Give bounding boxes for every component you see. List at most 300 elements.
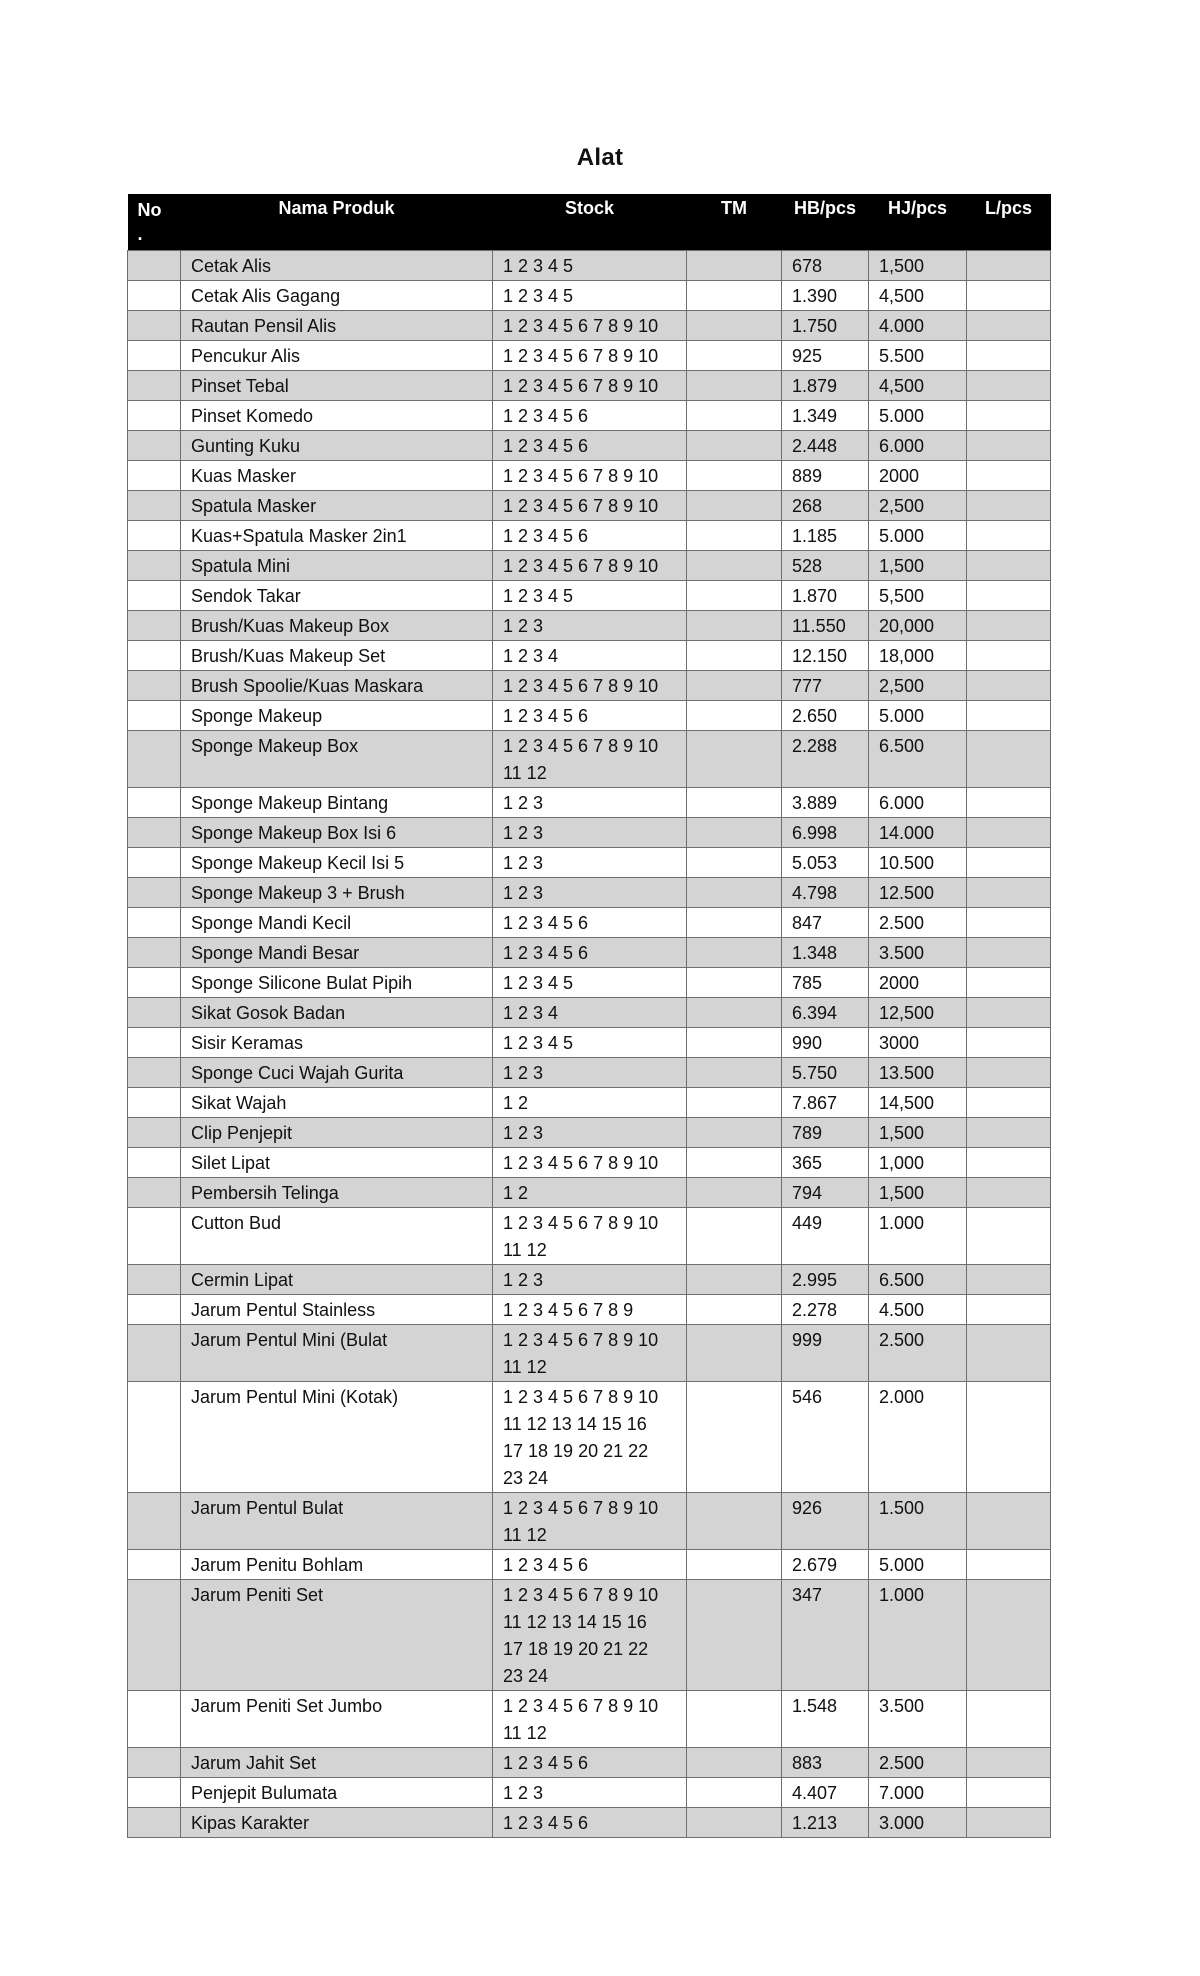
cell-stock xyxy=(493,581,687,611)
cell-l-pcs xyxy=(967,1028,1051,1058)
cell-l-pcs xyxy=(967,311,1051,341)
cell-stock xyxy=(493,401,687,431)
stock-line: 1 2 3 4 5 6 7 8 9 10 xyxy=(503,1213,659,1233)
cell-hb-pcs: 12.150 xyxy=(782,641,869,671)
cell-l-pcs xyxy=(967,1691,1051,1748)
stock-line: 11 12 13 14 15 16 xyxy=(503,1612,647,1632)
cell-hj-pcs: 3.500 xyxy=(869,938,967,968)
cell-l-pcs xyxy=(967,908,1051,938)
cell-no xyxy=(128,908,181,938)
stock-line: 1 2 3 xyxy=(503,616,544,636)
cell-stock xyxy=(493,1691,687,1748)
cell-no xyxy=(128,1382,181,1493)
stock-line: 1 2 3 4 5 xyxy=(503,286,574,306)
table-row xyxy=(128,1382,1051,1493)
table-row xyxy=(128,878,1051,908)
cell-nama-produk: Pencukur Alis xyxy=(181,341,493,371)
cell-no xyxy=(128,1691,181,1748)
table-row xyxy=(128,848,1051,878)
cell-hj-pcs: 5.000 xyxy=(869,401,967,431)
cell-tm xyxy=(687,701,782,731)
cell-tm xyxy=(687,731,782,788)
cell-no xyxy=(128,788,181,818)
cell-hb-pcs: 11.550 xyxy=(782,611,869,641)
cell-l-pcs xyxy=(967,251,1051,281)
stock-line: 1 2 3 4 5 6 7 8 9 10 xyxy=(503,316,659,336)
stock-line: 11 12 xyxy=(503,763,547,783)
cell-hb-pcs: 6.394 xyxy=(782,998,869,1028)
header-nama-produk: Nama Produk xyxy=(181,194,493,251)
stock-line: 1 2 3 4 5 6 7 8 9 10 xyxy=(503,676,659,696)
stock-line: 1 2 3 4 5 6 xyxy=(503,1813,589,1833)
stock-line: 1 2 3 4 5 6 7 8 9 10 xyxy=(503,346,659,366)
cell-tm xyxy=(687,581,782,611)
cell-tm xyxy=(687,671,782,701)
stock-line: 1 2 3 4 5 6 7 8 9 10 xyxy=(503,1153,659,1173)
cell-nama-produk: Sikat Wajah xyxy=(181,1088,493,1118)
stock-line: 1 2 3 4 5 6 xyxy=(503,943,589,963)
table-row xyxy=(128,581,1051,611)
table-row xyxy=(128,731,1051,788)
cell-stock xyxy=(493,311,687,341)
cell-tm xyxy=(687,611,782,641)
stock-line: 1 2 3 4 5 6 xyxy=(503,1753,589,1773)
cell-l-pcs xyxy=(967,818,1051,848)
cell-no xyxy=(128,818,181,848)
stock-line: 1 2 3 xyxy=(503,1063,544,1083)
cell-l-pcs xyxy=(967,1748,1051,1778)
cell-nama-produk: Brush/Kuas Makeup Set xyxy=(181,641,493,671)
cell-hb-pcs: 347 xyxy=(782,1580,869,1691)
cell-l-pcs xyxy=(967,1148,1051,1178)
cell-l-pcs xyxy=(967,1208,1051,1265)
stock-line: 23 24 xyxy=(503,1468,549,1488)
cell-no xyxy=(128,311,181,341)
cell-hb-pcs: 4.798 xyxy=(782,878,869,908)
cell-no xyxy=(128,341,181,371)
cell-hb-pcs: 785 xyxy=(782,968,869,998)
stock-line: 1 2 3 xyxy=(503,1123,544,1143)
cell-hj-pcs: 2000 xyxy=(869,461,967,491)
cell-hj-pcs: 4,500 xyxy=(869,371,967,401)
table-row xyxy=(128,1088,1051,1118)
cell-no xyxy=(128,1808,181,1838)
stock-line: 1 2 3 4 5 xyxy=(503,256,574,276)
cell-hb-pcs: 528 xyxy=(782,551,869,581)
cell-no xyxy=(128,1088,181,1118)
cell-no xyxy=(128,848,181,878)
cell-hj-pcs: 6.000 xyxy=(869,788,967,818)
cell-stock xyxy=(493,1088,687,1118)
cell-stock xyxy=(493,1148,687,1178)
cell-nama-produk: Pinset Tebal xyxy=(181,371,493,401)
cell-nama-produk: Sponge Cuci Wajah Gurita xyxy=(181,1058,493,1088)
cell-no xyxy=(128,731,181,788)
stock-line: 1 2 3 4 5 6 7 8 9 10 xyxy=(503,376,659,396)
cell-no xyxy=(128,701,181,731)
cell-stock xyxy=(493,701,687,731)
cell-nama-produk: Kuas Masker xyxy=(181,461,493,491)
cell-hb-pcs: 449 xyxy=(782,1208,869,1265)
cell-nama-produk: Cermin Lipat xyxy=(181,1265,493,1295)
stock-line: 1 2 3 4 5 6 xyxy=(503,526,589,546)
cell-hj-pcs: 2000 xyxy=(869,968,967,998)
table-row xyxy=(128,1493,1051,1550)
stock-line: 17 18 19 20 21 22 xyxy=(503,1639,649,1659)
cell-l-pcs xyxy=(967,1058,1051,1088)
cell-l-pcs xyxy=(967,1382,1051,1493)
cell-l-pcs xyxy=(967,281,1051,311)
cell-l-pcs xyxy=(967,938,1051,968)
cell-nama-produk: Sponge Makeup 3 + Brush xyxy=(181,878,493,908)
cell-hb-pcs: 546 xyxy=(782,1382,869,1493)
cell-stock xyxy=(493,341,687,371)
stock-line: 17 18 19 20 21 22 xyxy=(503,1441,649,1461)
table-row xyxy=(128,1325,1051,1382)
cell-l-pcs xyxy=(967,551,1051,581)
stock-line: 11 12 xyxy=(503,1723,547,1743)
stock-line: 1 2 3 4 5 6 7 8 9 10 xyxy=(503,1696,659,1716)
cell-nama-produk: Jarum Pentul Mini (Kotak) xyxy=(181,1382,493,1493)
cell-tm xyxy=(687,461,782,491)
table-row xyxy=(128,611,1051,641)
cell-nama-produk: Jarum Pentul Bulat xyxy=(181,1493,493,1550)
table-row xyxy=(128,1295,1051,1325)
cell-l-pcs xyxy=(967,521,1051,551)
cell-nama-produk: Sponge Makeup Box Isi 6 xyxy=(181,818,493,848)
cell-no xyxy=(128,611,181,641)
cell-tm xyxy=(687,1058,782,1088)
cell-nama-produk: Jarum Penitu Bohlam xyxy=(181,1550,493,1580)
cell-no xyxy=(128,1748,181,1778)
cell-no xyxy=(128,1178,181,1208)
stock-line: 1 2 3 4 5 6 7 8 9 10 xyxy=(503,736,659,756)
stock-line: 1 2 3 4 5 xyxy=(503,586,574,606)
cell-stock xyxy=(493,281,687,311)
cell-l-pcs xyxy=(967,1178,1051,1208)
cell-hj-pcs: 4.000 xyxy=(869,311,967,341)
cell-l-pcs xyxy=(967,968,1051,998)
cell-hb-pcs: 1.870 xyxy=(782,581,869,611)
stock-line: 1 2 3 4 5 6 xyxy=(503,706,589,726)
cell-stock xyxy=(493,1748,687,1778)
cell-l-pcs xyxy=(967,701,1051,731)
product-table xyxy=(127,194,1051,1838)
cell-stock xyxy=(493,461,687,491)
cell-stock xyxy=(493,731,687,788)
cell-l-pcs xyxy=(967,878,1051,908)
cell-hb-pcs: 1.750 xyxy=(782,311,869,341)
cell-nama-produk: Rautan Pensil Alis xyxy=(181,311,493,341)
cell-hj-pcs: 1.000 xyxy=(869,1208,967,1265)
cell-hj-pcs: 12,500 xyxy=(869,998,967,1028)
cell-hj-pcs: 1,000 xyxy=(869,1148,967,1178)
cell-hb-pcs: 1.185 xyxy=(782,521,869,551)
stock-line: 1 2 3 4 5 6 7 8 9 10 xyxy=(503,1585,659,1605)
table-row xyxy=(128,968,1051,998)
cell-stock xyxy=(493,611,687,641)
cell-no xyxy=(128,1580,181,1691)
stock-line: 23 24 xyxy=(503,1666,549,1686)
cell-stock xyxy=(493,1208,687,1265)
cell-hb-pcs: 2.288 xyxy=(782,731,869,788)
cell-hj-pcs: 1,500 xyxy=(869,1118,967,1148)
cell-tm xyxy=(687,1550,782,1580)
cell-l-pcs xyxy=(967,401,1051,431)
cell-nama-produk: Sponge Mandi Kecil xyxy=(181,908,493,938)
cell-hb-pcs: 268 xyxy=(782,491,869,521)
cell-stock xyxy=(493,878,687,908)
cell-stock xyxy=(493,1580,687,1691)
cell-hj-pcs: 5,500 xyxy=(869,581,967,611)
cell-tm xyxy=(687,1382,782,1493)
cell-hb-pcs: 1.548 xyxy=(782,1691,869,1748)
stock-line: 1 2 3 4 xyxy=(503,646,559,666)
cell-stock xyxy=(493,848,687,878)
cell-no xyxy=(128,491,181,521)
cell-no xyxy=(128,1493,181,1550)
header-tm: TM xyxy=(687,194,782,251)
cell-hj-pcs: 4,500 xyxy=(869,281,967,311)
cell-tm xyxy=(687,1748,782,1778)
cell-nama-produk: Sponge Silicone Bulat Pipih xyxy=(181,968,493,998)
cell-hb-pcs: 6.998 xyxy=(782,818,869,848)
stock-line: 1 2 3 4 5 6 xyxy=(503,913,589,933)
cell-nama-produk: Brush Spoolie/Kuas Maskara xyxy=(181,671,493,701)
cell-hb-pcs: 889 xyxy=(782,461,869,491)
cell-stock xyxy=(493,1550,687,1580)
cell-l-pcs xyxy=(967,1265,1051,1295)
stock-line: 1 2 3 4 5 6 7 8 9 10 xyxy=(503,466,659,486)
cell-hb-pcs: 3.889 xyxy=(782,788,869,818)
cell-l-pcs xyxy=(967,1295,1051,1325)
table-row xyxy=(128,281,1051,311)
cell-hj-pcs: 1,500 xyxy=(869,551,967,581)
stock-line: 1 2 3 4 xyxy=(503,1003,559,1023)
cell-nama-produk: Sponge Mandi Besar xyxy=(181,938,493,968)
table-row xyxy=(128,1691,1051,1748)
cell-hb-pcs: 7.867 xyxy=(782,1088,869,1118)
table-row xyxy=(128,1550,1051,1580)
cell-hj-pcs: 18,000 xyxy=(869,641,967,671)
cell-no xyxy=(128,671,181,701)
cell-nama-produk: Pembersih Telinga xyxy=(181,1178,493,1208)
cell-tm xyxy=(687,1028,782,1058)
cell-hj-pcs: 2.500 xyxy=(869,1325,967,1382)
cell-tm xyxy=(687,1691,782,1748)
cell-tm xyxy=(687,311,782,341)
cell-hb-pcs: 999 xyxy=(782,1325,869,1382)
cell-nama-produk: Sendok Takar xyxy=(181,581,493,611)
table-row xyxy=(128,671,1051,701)
cell-hb-pcs: 5.053 xyxy=(782,848,869,878)
table-row xyxy=(128,1178,1051,1208)
cell-tm xyxy=(687,641,782,671)
cell-hj-pcs: 2,500 xyxy=(869,491,967,521)
header-hj-pcs: HJ/pcs xyxy=(869,194,967,251)
cell-hb-pcs: 990 xyxy=(782,1028,869,1058)
cell-tm xyxy=(687,848,782,878)
cell-hj-pcs: 1.000 xyxy=(869,1580,967,1691)
table-row xyxy=(128,1808,1051,1838)
table-row xyxy=(128,938,1051,968)
cell-l-pcs xyxy=(967,341,1051,371)
cell-hj-pcs: 14,500 xyxy=(869,1088,967,1118)
cell-tm xyxy=(687,371,782,401)
cell-hb-pcs: 925 xyxy=(782,341,869,371)
cell-hj-pcs: 5.000 xyxy=(869,701,967,731)
header-stock: Stock xyxy=(493,194,687,251)
table-row xyxy=(128,701,1051,731)
cell-l-pcs xyxy=(967,491,1051,521)
cell-no xyxy=(128,251,181,281)
cell-no xyxy=(128,641,181,671)
cell-l-pcs xyxy=(967,998,1051,1028)
table-header-row xyxy=(128,194,1051,251)
cell-tm xyxy=(687,491,782,521)
cell-nama-produk: Sponge Makeup xyxy=(181,701,493,731)
cell-stock xyxy=(493,431,687,461)
cell-tm xyxy=(687,1178,782,1208)
cell-nama-produk: Pinset Komedo xyxy=(181,401,493,431)
table-row xyxy=(128,431,1051,461)
cell-l-pcs xyxy=(967,1118,1051,1148)
cell-stock xyxy=(493,968,687,998)
cell-nama-produk: Sponge Makeup Kecil Isi 5 xyxy=(181,848,493,878)
stock-line: 1 2 3 4 5 6 xyxy=(503,406,589,426)
cell-stock xyxy=(493,1325,687,1382)
table-row xyxy=(128,1028,1051,1058)
cell-tm xyxy=(687,1148,782,1178)
stock-line: 11 12 xyxy=(503,1357,547,1377)
cell-stock xyxy=(493,818,687,848)
cell-stock xyxy=(493,1382,687,1493)
cell-hb-pcs: 794 xyxy=(782,1178,869,1208)
cell-no xyxy=(128,401,181,431)
cell-no xyxy=(128,281,181,311)
stock-line: 1 2 xyxy=(503,1183,529,1203)
cell-hb-pcs: 847 xyxy=(782,908,869,938)
cell-hj-pcs: 6.000 xyxy=(869,431,967,461)
cell-l-pcs xyxy=(967,1550,1051,1580)
cell-no xyxy=(128,551,181,581)
cell-hb-pcs: 1.213 xyxy=(782,1808,869,1838)
stock-line: 1 2 3 4 5 6 xyxy=(503,1555,589,1575)
cell-nama-produk: Jarum Pentul Mini (Bulat xyxy=(181,1325,493,1382)
cell-hj-pcs: 1.500 xyxy=(869,1493,967,1550)
cell-hb-pcs: 1.390 xyxy=(782,281,869,311)
cell-l-pcs xyxy=(967,641,1051,671)
cell-hj-pcs: 6.500 xyxy=(869,731,967,788)
header-l-pcs: L/pcs xyxy=(967,194,1051,251)
cell-no xyxy=(128,938,181,968)
table-row xyxy=(128,1058,1051,1088)
cell-no xyxy=(128,1778,181,1808)
table-row xyxy=(128,461,1051,491)
cell-nama-produk: Sponge Makeup Box xyxy=(181,731,493,788)
cell-tm xyxy=(687,1808,782,1838)
cell-nama-produk: Sikat Gosok Badan xyxy=(181,998,493,1028)
cell-l-pcs xyxy=(967,581,1051,611)
cell-l-pcs xyxy=(967,1778,1051,1808)
cell-tm xyxy=(687,431,782,461)
cell-tm xyxy=(687,1493,782,1550)
cell-l-pcs xyxy=(967,1808,1051,1838)
cell-hj-pcs: 1,500 xyxy=(869,251,967,281)
stock-line: 1 2 3 xyxy=(503,1783,544,1803)
cell-tm xyxy=(687,1778,782,1808)
cell-hb-pcs: 2.650 xyxy=(782,701,869,731)
cell-stock xyxy=(493,1058,687,1088)
cell-nama-produk: Jarum Peniti Set Jumbo xyxy=(181,1691,493,1748)
cell-hb-pcs: 1.349 xyxy=(782,401,869,431)
cell-stock xyxy=(493,1118,687,1148)
cell-stock xyxy=(493,251,687,281)
stock-line: 1 2 3 4 5 6 7 8 9 10 xyxy=(503,496,659,516)
cell-nama-produk: Jarum Peniti Set xyxy=(181,1580,493,1691)
cell-hb-pcs: 1.879 xyxy=(782,371,869,401)
cell-nama-produk: Gunting Kuku xyxy=(181,431,493,461)
cell-tm xyxy=(687,1208,782,1265)
cell-tm xyxy=(687,998,782,1028)
cell-stock xyxy=(493,521,687,551)
cell-l-pcs xyxy=(967,611,1051,641)
cell-stock xyxy=(493,1493,687,1550)
table-row xyxy=(128,908,1051,938)
stock-line: 1 2 3 4 5 6 7 8 9 10 xyxy=(503,1387,659,1407)
cell-hj-pcs: 2.000 xyxy=(869,1382,967,1493)
cell-l-pcs xyxy=(967,461,1051,491)
stock-line: 1 2 3 xyxy=(503,1270,544,1290)
cell-hj-pcs: 2.500 xyxy=(869,908,967,938)
cell-l-pcs xyxy=(967,371,1051,401)
cell-hb-pcs: 678 xyxy=(782,251,869,281)
cell-tm xyxy=(687,281,782,311)
cell-tm xyxy=(687,1295,782,1325)
cell-stock xyxy=(493,371,687,401)
cell-hb-pcs: 365 xyxy=(782,1148,869,1178)
table-row xyxy=(128,401,1051,431)
cell-tm xyxy=(687,908,782,938)
cell-nama-produk: Jarum Pentul Stainless xyxy=(181,1295,493,1325)
table-row xyxy=(128,1265,1051,1295)
cell-tm xyxy=(687,938,782,968)
page-title: Alat xyxy=(576,144,624,171)
cell-tm xyxy=(687,1265,782,1295)
cell-hj-pcs: 13.500 xyxy=(869,1058,967,1088)
stock-line: 1 2 3 xyxy=(503,883,544,903)
cell-no xyxy=(128,1208,181,1265)
cell-hj-pcs: 10.500 xyxy=(869,848,967,878)
cell-nama-produk: Cetak Alis xyxy=(181,251,493,281)
cell-stock xyxy=(493,551,687,581)
cell-no xyxy=(128,1550,181,1580)
cell-no xyxy=(128,1118,181,1148)
cell-tm xyxy=(687,521,782,551)
cell-nama-produk: Silet Lipat xyxy=(181,1148,493,1178)
table-row xyxy=(128,1118,1051,1148)
stock-line: 11 12 13 14 15 16 xyxy=(503,1414,647,1434)
stock-line: 1 2 3 4 5 xyxy=(503,1033,574,1053)
cell-tm xyxy=(687,251,782,281)
cell-l-pcs xyxy=(967,431,1051,461)
cell-no xyxy=(128,968,181,998)
cell-tm xyxy=(687,551,782,581)
table-row xyxy=(128,311,1051,341)
cell-hj-pcs: 3.500 xyxy=(869,1691,967,1748)
table-row xyxy=(128,1748,1051,1778)
table-row xyxy=(128,491,1051,521)
